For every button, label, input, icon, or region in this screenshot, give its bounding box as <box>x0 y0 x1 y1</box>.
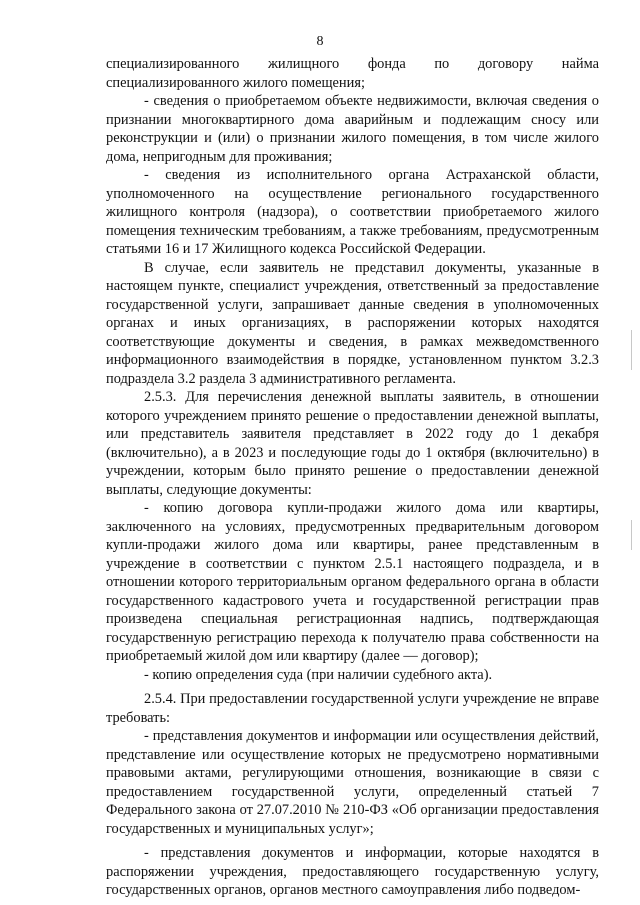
paragraph: специализированного жилищного фонда по договору найма специализированного жилого помещения; <box>106 56 599 91</box>
page-number: 8 <box>316 34 324 49</box>
list-item: - представления документов и информации, которые находятся в распоряжении учреждения, предоставляющего государственную услугу, государственных органов, органов местного самоуправления либо подведом- <box>106 845 599 898</box>
list-item: - сведения из исполнительного органа Астраханской области, уполномоченного на осуществление регионального государственного жилищного контроля (надзора), о соответствии приобретаемого жилого помещения техническим требованиям, а также требованиям, предусмотренным статьями 16 и 17 Жилищного кодекса Российской Федерации. <box>106 167 599 257</box>
scan-artifact <box>631 520 632 550</box>
list-item: - копию договора купли-продажи жилого дома или квартиры, заключенного на условиях, предусмотренных предварительным договором купли-продажи жилого дома или квартиры, ранее представленным в учреждение в соответствии с пунктом 2.5.1 настоящего подраздела, и в отношении которого территориальным органом федерального органа в области государственного кадастрового учета и государственной регистрации прав произведена специальная регистрационная надпись, подтверждающая государственную регистрацию перехода к получателю права собственности на приобретаемый жилой дом или квартиру (далее — договор); <box>106 500 599 664</box>
document-body <box>106 55 599 900</box>
list-item: - сведения о приобретаемом объекте недвижимости, включая сведения о признании многоквартирного дома аварийным и подлежащим сносу или реконструкции и (или) о признании жилого помещения, в том числе жилого дома, непригодным для проживания; <box>106 93 599 165</box>
scan-artifact <box>631 330 632 370</box>
paragraph: В случае, если заявитель не представил документы, указанные в настоящем пункте, специалист учреждения, ответственный за предоставление государственной услуги, запрашивает данные сведения в уполномоченных органах и иных организациях, в распоряжении которых находятся соответствующие документы и сведения, в рамках межведомственного информационного взаимодействия в порядке, установленном пунктом 3.2.3 подраздела 3.2 раздела 3 административного регламента. <box>106 259 599 387</box>
section-paragraph: 2.5.4. При предоставлении государственной услуги учреждение не вправе требовать: <box>106 691 599 726</box>
section-paragraph: 2.5.3. Для перечисления денежной выплаты заявитель, в отношении которого учреждением принято решение о предоставлении денежной выплаты, или представитель заявителя представляет в 2022 году до 1 декабря (включительно), а в 2023 и последующие годы до 1 октября (включительно) в учреждении, которым было принято решение о предоставлении денежной выплаты, следующие документы: <box>106 389 599 498</box>
list-item: - представления документов и информации или осуществления действий, представление или осуществление которых не предусмотрено нормативными правовыми актами, регулирующими отношения, возникающие в связи с предоставлением государственной услуги, определенный статьей 7 Федерального закона от 27.07.2010 № 210-ФЗ «Об организации предоставления государственных и муниципальных услуг»; <box>106 728 599 837</box>
list-item: - копию определения суда (при наличии судебного акта). <box>144 666 493 683</box>
